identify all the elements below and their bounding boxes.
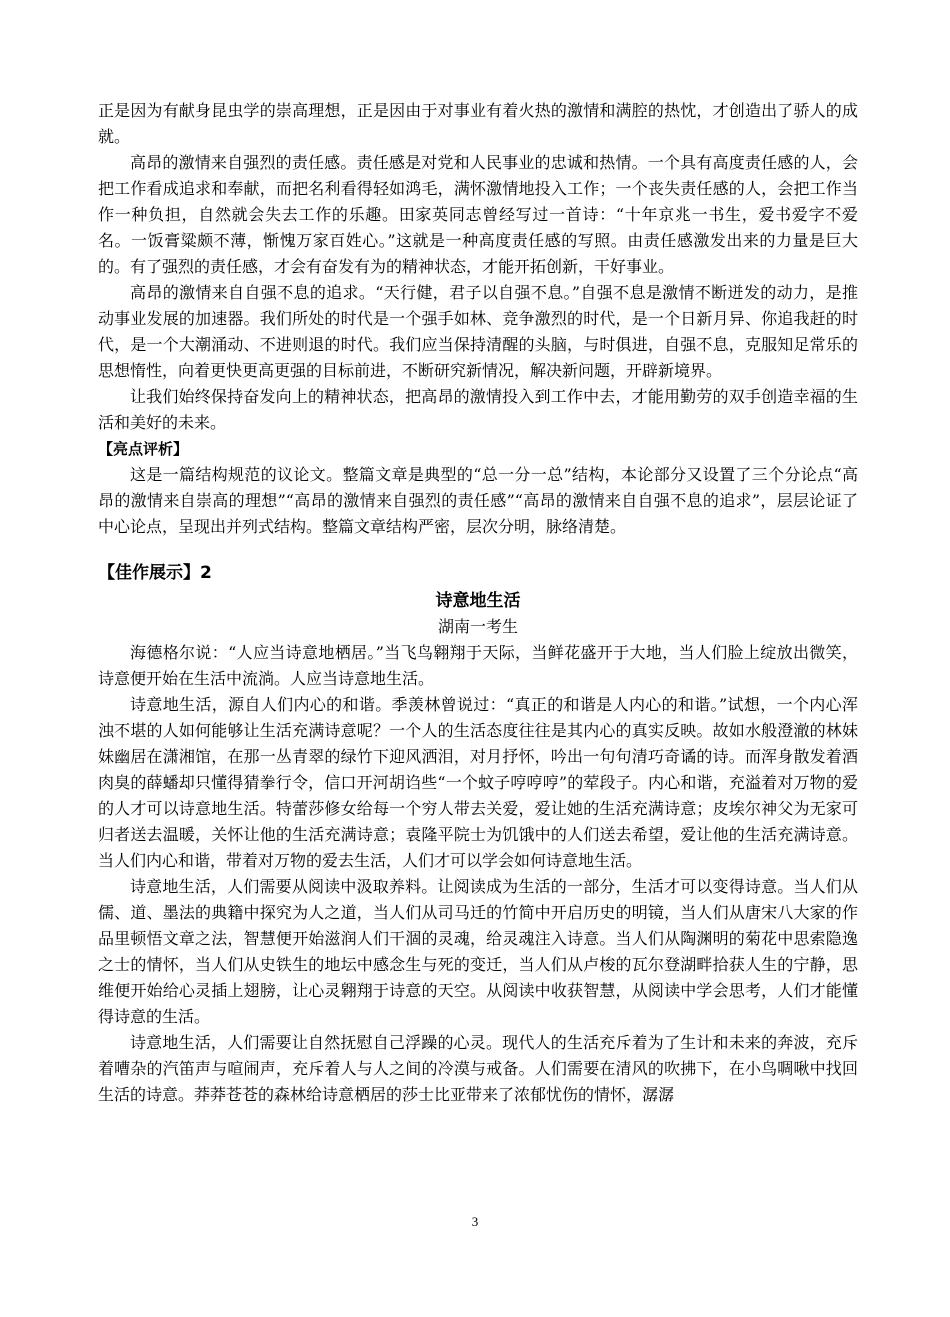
body-paragraph: 让我们始终保持奋发向上的精神状态，把高昂的激情投入到工作中去，才能用勤劳的双手创造幸福的生活和美好的未来。 (98, 387, 858, 432)
essay-paragraph: 海德格尔说：“人应当诗意地栖居。”当飞鸟翱翔于天际，当鲜花盛开于大地，当人们脸上绽放出微笑，诗意便开始在生活中流淌。人应当诗意地生活。 (98, 643, 858, 688)
essay-author: 湖南一考生 (437, 617, 518, 636)
page-content (98, 98, 858, 1108)
page-number: 3 (471, 1214, 479, 1229)
showcase-heading: 【佳作展示】2 (98, 563, 212, 583)
highlight-paragraph: 这是一篇结构规范的议论文。整篇文章是典型的“总一分一总”结构，本论部分又设置了三个分论点“高昂的激情来自崇高的理想”“高昂的激情来自强烈的责任感”“高昂的激情来自自强不息的追求”，层层论证了中心论点，呈现出并列式结构。整篇文章结构严密，层次分明，脉络清楚。 (98, 465, 858, 536)
essay-paragraph: 诗意地生活，源自人们内心的和谐。季羡林曾说过：“真正的和谐是人内心的和谐。”试想，一个内心浑浊不堪的人如何能够让生活充满诗意呢？一个人的生活态度往往是其内心的真实反映。故如水般澄澈的林妹妹幽居在潇湘馆，在那一丛青翠的绿竹下迎风洒泪，对月抒怀，吟出一句句清巧奇谲的诗。而浑身散发着酒肉臭的薛蟠却只懂得猜拳行令，信口开河胡诌些“一个蚊子哼哼哼”的荤段子。内心和谐，充溢着对万物的爱的人才可以诗意地生活。特蕾莎修女给每一个穷人带去关爱，爱让她的生活充满诗意；皮埃尔神父为无家可归者送去温暖，关怀让他的生活充满诗意；袁隆平院士为饥饿中的人们送去希望，爱让他的生活充满诗意。当人们内心和谐，带着对万物的爱去生活，人们才可以学会如何诗意地生活。 (98, 695, 858, 870)
body-paragraph: 正是因为有献身昆虫学的崇高理想，正是因由于对事业有着火热的激情和满腔的热忱，才创造出了骄人的成就。 (98, 101, 858, 146)
body-paragraph: 高昂的激情来自自强不息的追求。“天行健，君子以自强不息。”自强不息是激情不断迸发的动力，是推动事业发展的加速器。我们所处的时代是一个强手如林、竞争激烈的时代，是一个日新月异、你追我赶的时代，是一个大潮涌动、不进则退的时代。我们应当保持清醒的头脑，与时俱进，自强不息，克服知足常乐的思想惰性，向着更快更高更强的目标前进，不断研究新情况，解决新问题，开辟新境界。 (98, 283, 858, 380)
essay-title: 诗意地生活 (435, 591, 521, 611)
essay-paragraph: 诗意地生活，人们需要让自然抚慰自己浮躁的心灵。现代人的生活充斥着为了生计和未来的奔波，充斥着嘈杂的汽笛声与喧闹声，充斥着人与人之间的冷漠与戒备。人们需要在清风的吹拂下，在小鸟啁啾中找回生活的诗意。莽莽苍苍的森林给诗意栖居的莎士比亚带来了浓郁忧伤的情怀，潺潺 (98, 1033, 858, 1104)
highlight-heading: 【亮点评析】 (98, 440, 189, 458)
essay-paragraph: 诗意地生活，人们需要从阅读中汲取养料。让阅读成为生活的一部分，生活才可以变得诗意。当人们从儒、道、墨法的典籍中探究为人之道，当人们从司马迁的竹简中开启历史的明镜，当人们从唐宋八大家的作品里顿悟文章之法，智慧便开始滋润人们干涸的灵魂，给灵魂注入诗意。当人们从陶渊明的菊花中思索隐逸之士的情怀，当人们从史铁生的地坛中感念生与死的变迁，当人们从卢梭的瓦尔登湖畔拾获人生的宁静，思维便开始给心灵插上翅膀，让心灵翱翔于诗意的天空。从阅读中收获智慧，从阅读中学会思考，人们才能懂得诗意的生活。 (98, 877, 858, 1026)
body-paragraph: 高昂的激情来自强烈的责任感。责任感是对党和人民事业的忠诚和热情。一个具有高度责任感的人，会把工作看成追求和奉献，而把名利看得轻如鸿毛，满怀激情地投入工作；一个丧失责任感的人，会把工作当作一种负担，自然就会失去工作的乐趣。田家英同志曾经写过一首诗：“十年京兆一书生，爱书爱字不爱名。一饭膏粱颇不薄，惭愧万家百姓心。”这就是一种高度责任感的写照。由责任感激发出来的力量是巨大的。有了强烈的责任感，才会有奋发有为的精神状态，才能开拓创新，干好事业。 (98, 153, 858, 276)
